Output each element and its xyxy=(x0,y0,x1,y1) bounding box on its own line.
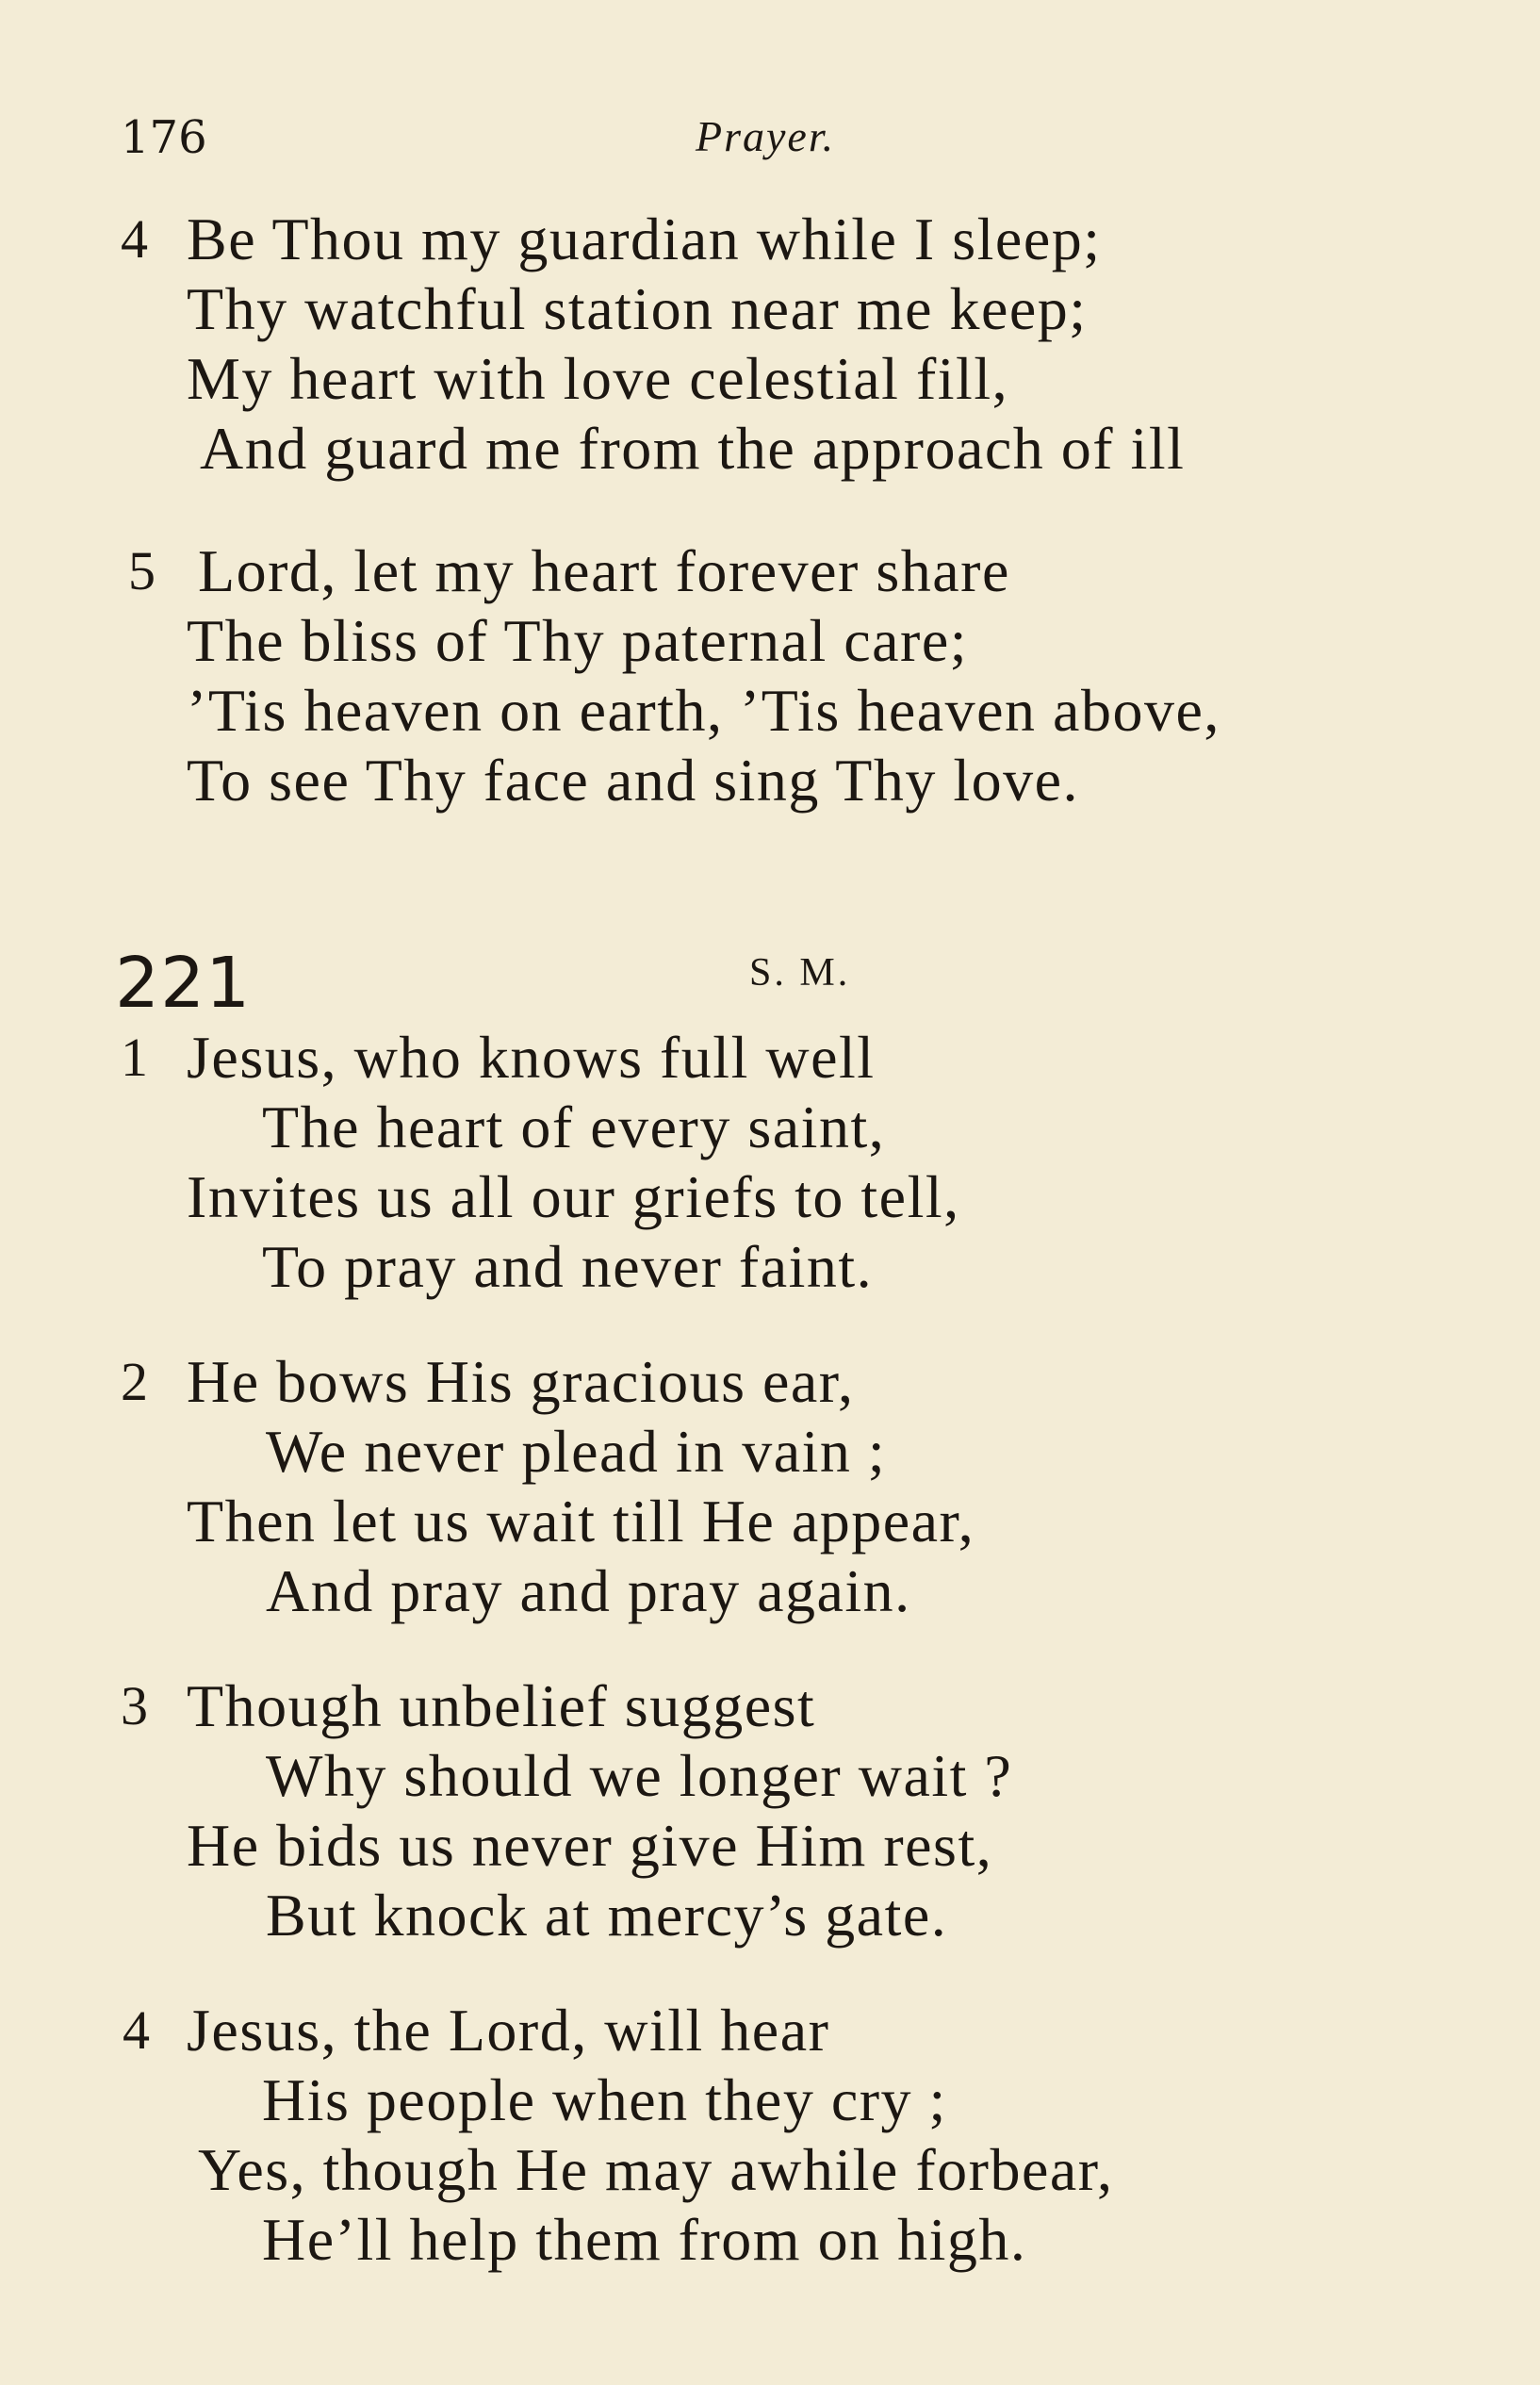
verse-line: Why should we longer wait ? xyxy=(266,1742,1013,1809)
verse-line: Invites us all our griefs to tell, xyxy=(187,1163,960,1230)
verse-line: The bliss of Thy paternal care; xyxy=(187,607,969,674)
verse-line: But knock at mercy’s gate. xyxy=(266,1882,948,1949)
stanza-number: 4 xyxy=(121,208,148,270)
page-number: 176 xyxy=(121,111,207,164)
running-title: Prayer. xyxy=(696,112,836,160)
stanza-number: 4 xyxy=(123,1999,150,2061)
verse-line: ’Tis heaven on earth, ’Tis heaven above, xyxy=(187,677,1221,744)
verse-line: Yes, though He may awhile forbear, xyxy=(198,2136,1114,2203)
hymn-meter: S. M. xyxy=(749,951,851,995)
verse-line: Though unbelief suggest xyxy=(187,1672,816,1739)
verse-line: To see Thy face and sing Thy love. xyxy=(187,747,1080,814)
verse-line: And pray and pray again. xyxy=(266,1557,911,1624)
verse-line: Jesus, the Lord, will hear xyxy=(187,1997,830,2064)
hymn-number: 221 xyxy=(115,943,252,1024)
verse-line: To pray and never faint. xyxy=(262,1233,874,1300)
verse-line: Jesus, who knows full well xyxy=(187,1024,876,1091)
stanza-number: 1 xyxy=(121,1027,148,1088)
stanza-number: 3 xyxy=(121,1675,148,1736)
verse-line: He bids us never give Him rest, xyxy=(187,1812,993,1879)
verse-line: The heart of every saint, xyxy=(262,1094,886,1160)
verse-line: And guard me from the approach of ill xyxy=(200,415,1186,482)
verse-line: Then let us wait till He appear, xyxy=(187,1488,975,1554)
verse-line: Lord, let my heart forever share xyxy=(198,537,1010,604)
verse-line: He’ll help them from on high. xyxy=(262,2206,1027,2273)
verse-line: Be Thou my guardian while I sleep; xyxy=(187,206,1102,272)
verse-line: He bows His gracious ear, xyxy=(187,1348,855,1415)
verse-line: Thy watchful station near me keep; xyxy=(187,275,1088,342)
page-header xyxy=(121,111,1440,177)
stanza-number: 5 xyxy=(128,540,156,601)
verse-line: His people when they cry ; xyxy=(262,2066,947,2133)
verse-line: My heart with love celestial fill, xyxy=(187,345,1009,412)
stanza-number: 2 xyxy=(121,1351,148,1412)
verse-line: We never plead in vain ; xyxy=(266,1418,887,1485)
